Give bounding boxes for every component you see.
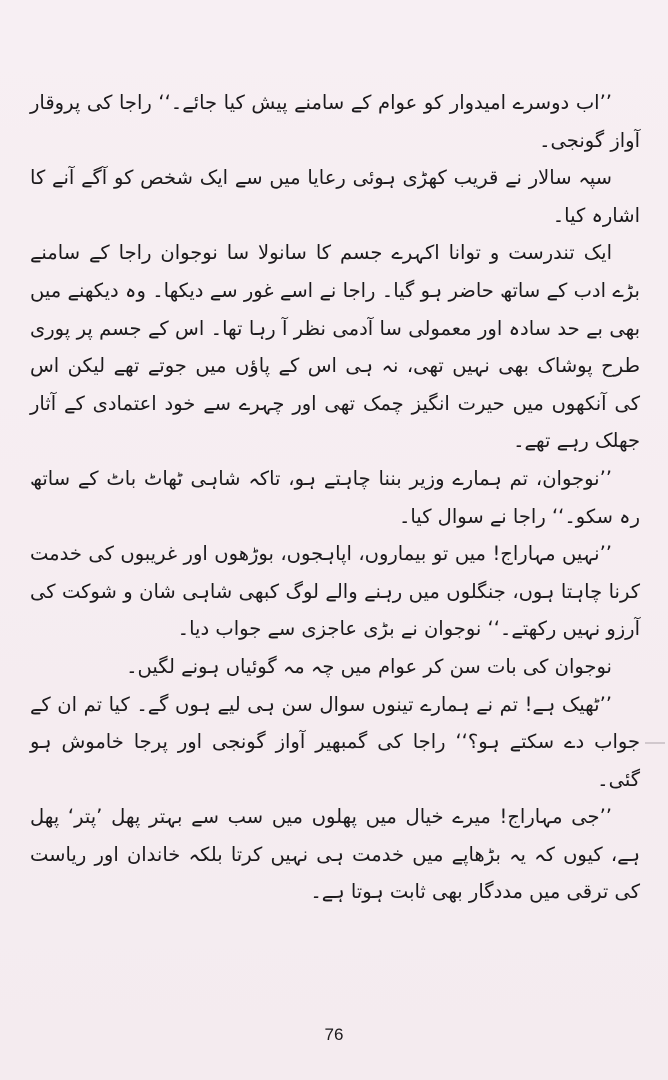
paragraph-4: ’’نوجوان، تم ہمارے وزیر بننا چاہتے ہو، تاکہ شاہی ٹھاٹ باٹ کے ساتھ رہ سکو۔‘‘ راجا نے سوال کیا۔	[30, 466, 640, 528]
paragraph-3: ایک تندرست و توانا اکہرے جسم کا سانولا سا نوجوان راجا کے سامنے بڑے ادب کے ساتھ حاضر ہو گیا۔ راجا نے اسے غور سے دیکھا۔ وہ دیکھنے میں بھی بے حد سادہ اور معمولی سا آدمی نظر آ رہا تھا۔ اس کے جسم پر پوری طرح پوشاک بھی نہیں تھی، نہ ہی اس کے پاؤں میں جوتے تھے لیکن اس کی آنکھوں میں حیرت انگیز چمک تھی اور چہرے سے خود اعتمادی کے آثار جھلک رہے تھے۔	[30, 241, 640, 453]
paragraph-5: ’’نہیں مہاراج! میں تو بیماروں، اپاہجوں، بوڑھوں اور غریبوں کی خدمت کرنا چاہتا ہوں، جنگلوں میں رہنے والے لوگ کبھی شاہی شان و شوکت کی آرزو نہیں رکھتے۔‘‘ نوجوان نے بڑی عاجزی سے جواب دیا۔	[30, 542, 640, 641]
paragraph-8: ’’جی مہاراج! میرے خیال میں پھلوں میں سب سے بہتر پھل ’پتر‘ پھل ہے، کیوں کہ یہ بڑھاپے میں خدمت ہی نہیں کرتا بلکہ خاندان اور ریاست کی ترقی میں مددگار بھی ثابت ہوتا ہے۔	[30, 805, 640, 904]
urdu-body-text	[30, 84, 640, 911]
paragraph-7: ’’ٹھیک ہے! تم نے ہمارے تینوں سوال سن ہی لیے ہوں گے۔ کیا تم ان کے جواب دے سکتے ہو؟‘‘ راجا کی گمبھیر آواز گونجی اور پرجا خاموش ہو گئی۔	[30, 692, 640, 791]
scan-mark	[645, 742, 665, 744]
paragraph-6: نوجوان کی بات سن کر عوام میں چہ مہ گوئیاں ہونے لگیں۔	[126, 654, 612, 678]
paragraph-1: ’’اب دوسرے امیدوار کو عوام کے سامنے پیش کیا جائے۔‘‘ راجا کی پروقار آواز گونجی۔	[30, 91, 640, 152]
paragraph-2: سپہ سالار نے قریب کھڑی ہوئی رعایا میں سے ایک شخص کو آگے آنے کا اشارہ کیا۔	[30, 166, 640, 227]
page-number: 76	[324, 1025, 344, 1044]
